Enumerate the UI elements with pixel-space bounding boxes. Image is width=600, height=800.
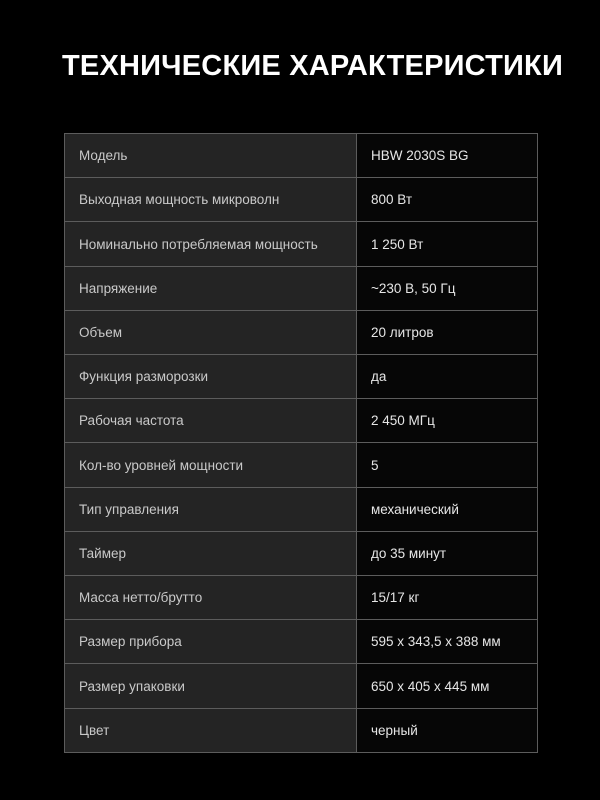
- spec-label: Рабочая частота: [65, 399, 357, 443]
- spec-label: Таймер: [65, 531, 357, 575]
- table-row: [65, 222, 538, 266]
- spec-value: да: [357, 355, 538, 399]
- spec-label: Размер прибора: [65, 620, 357, 664]
- spec-value: 15/17 кг: [357, 576, 538, 620]
- table-row: [65, 134, 538, 178]
- spec-value: 650 x 405 x 445 мм: [357, 664, 538, 708]
- spec-label: Кол-во уровней мощности: [65, 443, 357, 487]
- spec-value: 2 450 МГц: [357, 399, 538, 443]
- table-row: [65, 664, 538, 708]
- table-row: [65, 531, 538, 575]
- table-row: [65, 620, 538, 664]
- table-row: [65, 487, 538, 531]
- table-row: [65, 576, 538, 620]
- spec-table-body: [65, 134, 538, 753]
- table-row: [65, 178, 538, 222]
- table-row: [65, 355, 538, 399]
- spec-label: Объем: [65, 310, 357, 354]
- spec-value: 1 250 Вт: [357, 222, 538, 266]
- spec-label: Функция разморозки: [65, 355, 357, 399]
- table-row: [65, 708, 538, 752]
- spec-table: [64, 133, 538, 753]
- spec-value: 800 Вт: [357, 178, 538, 222]
- spec-label: Модель: [65, 134, 357, 178]
- spec-value: HBW 2030S BG: [357, 134, 538, 178]
- spec-label: Напряжение: [65, 266, 357, 310]
- table-row: [65, 443, 538, 487]
- spec-value: 5: [357, 443, 538, 487]
- spec-label: Тип управления: [65, 487, 357, 531]
- spec-label: Масса нетто/брутто: [65, 576, 357, 620]
- spec-label: Размер упаковки: [65, 664, 357, 708]
- spec-label: Выходная мощность микроволн: [65, 178, 357, 222]
- spec-value: ~230 В, 50 Гц: [357, 266, 538, 310]
- table-row: [65, 310, 538, 354]
- spec-value: черный: [357, 708, 538, 752]
- spec-value: 595 x 343,5 x 388 мм: [357, 620, 538, 664]
- spec-value: 20 литров: [357, 310, 538, 354]
- table-row: [65, 266, 538, 310]
- spec-label: Цвет: [65, 708, 357, 752]
- spec-value: механический: [357, 487, 538, 531]
- spec-label: Номинально потребляемая мощность: [65, 222, 357, 266]
- page-title: ТЕХНИЧЕСКИЕ ХАРАКТЕРИСТИКИ: [62, 50, 564, 82]
- table-row: [65, 399, 538, 443]
- spec-value: до 35 минут: [357, 531, 538, 575]
